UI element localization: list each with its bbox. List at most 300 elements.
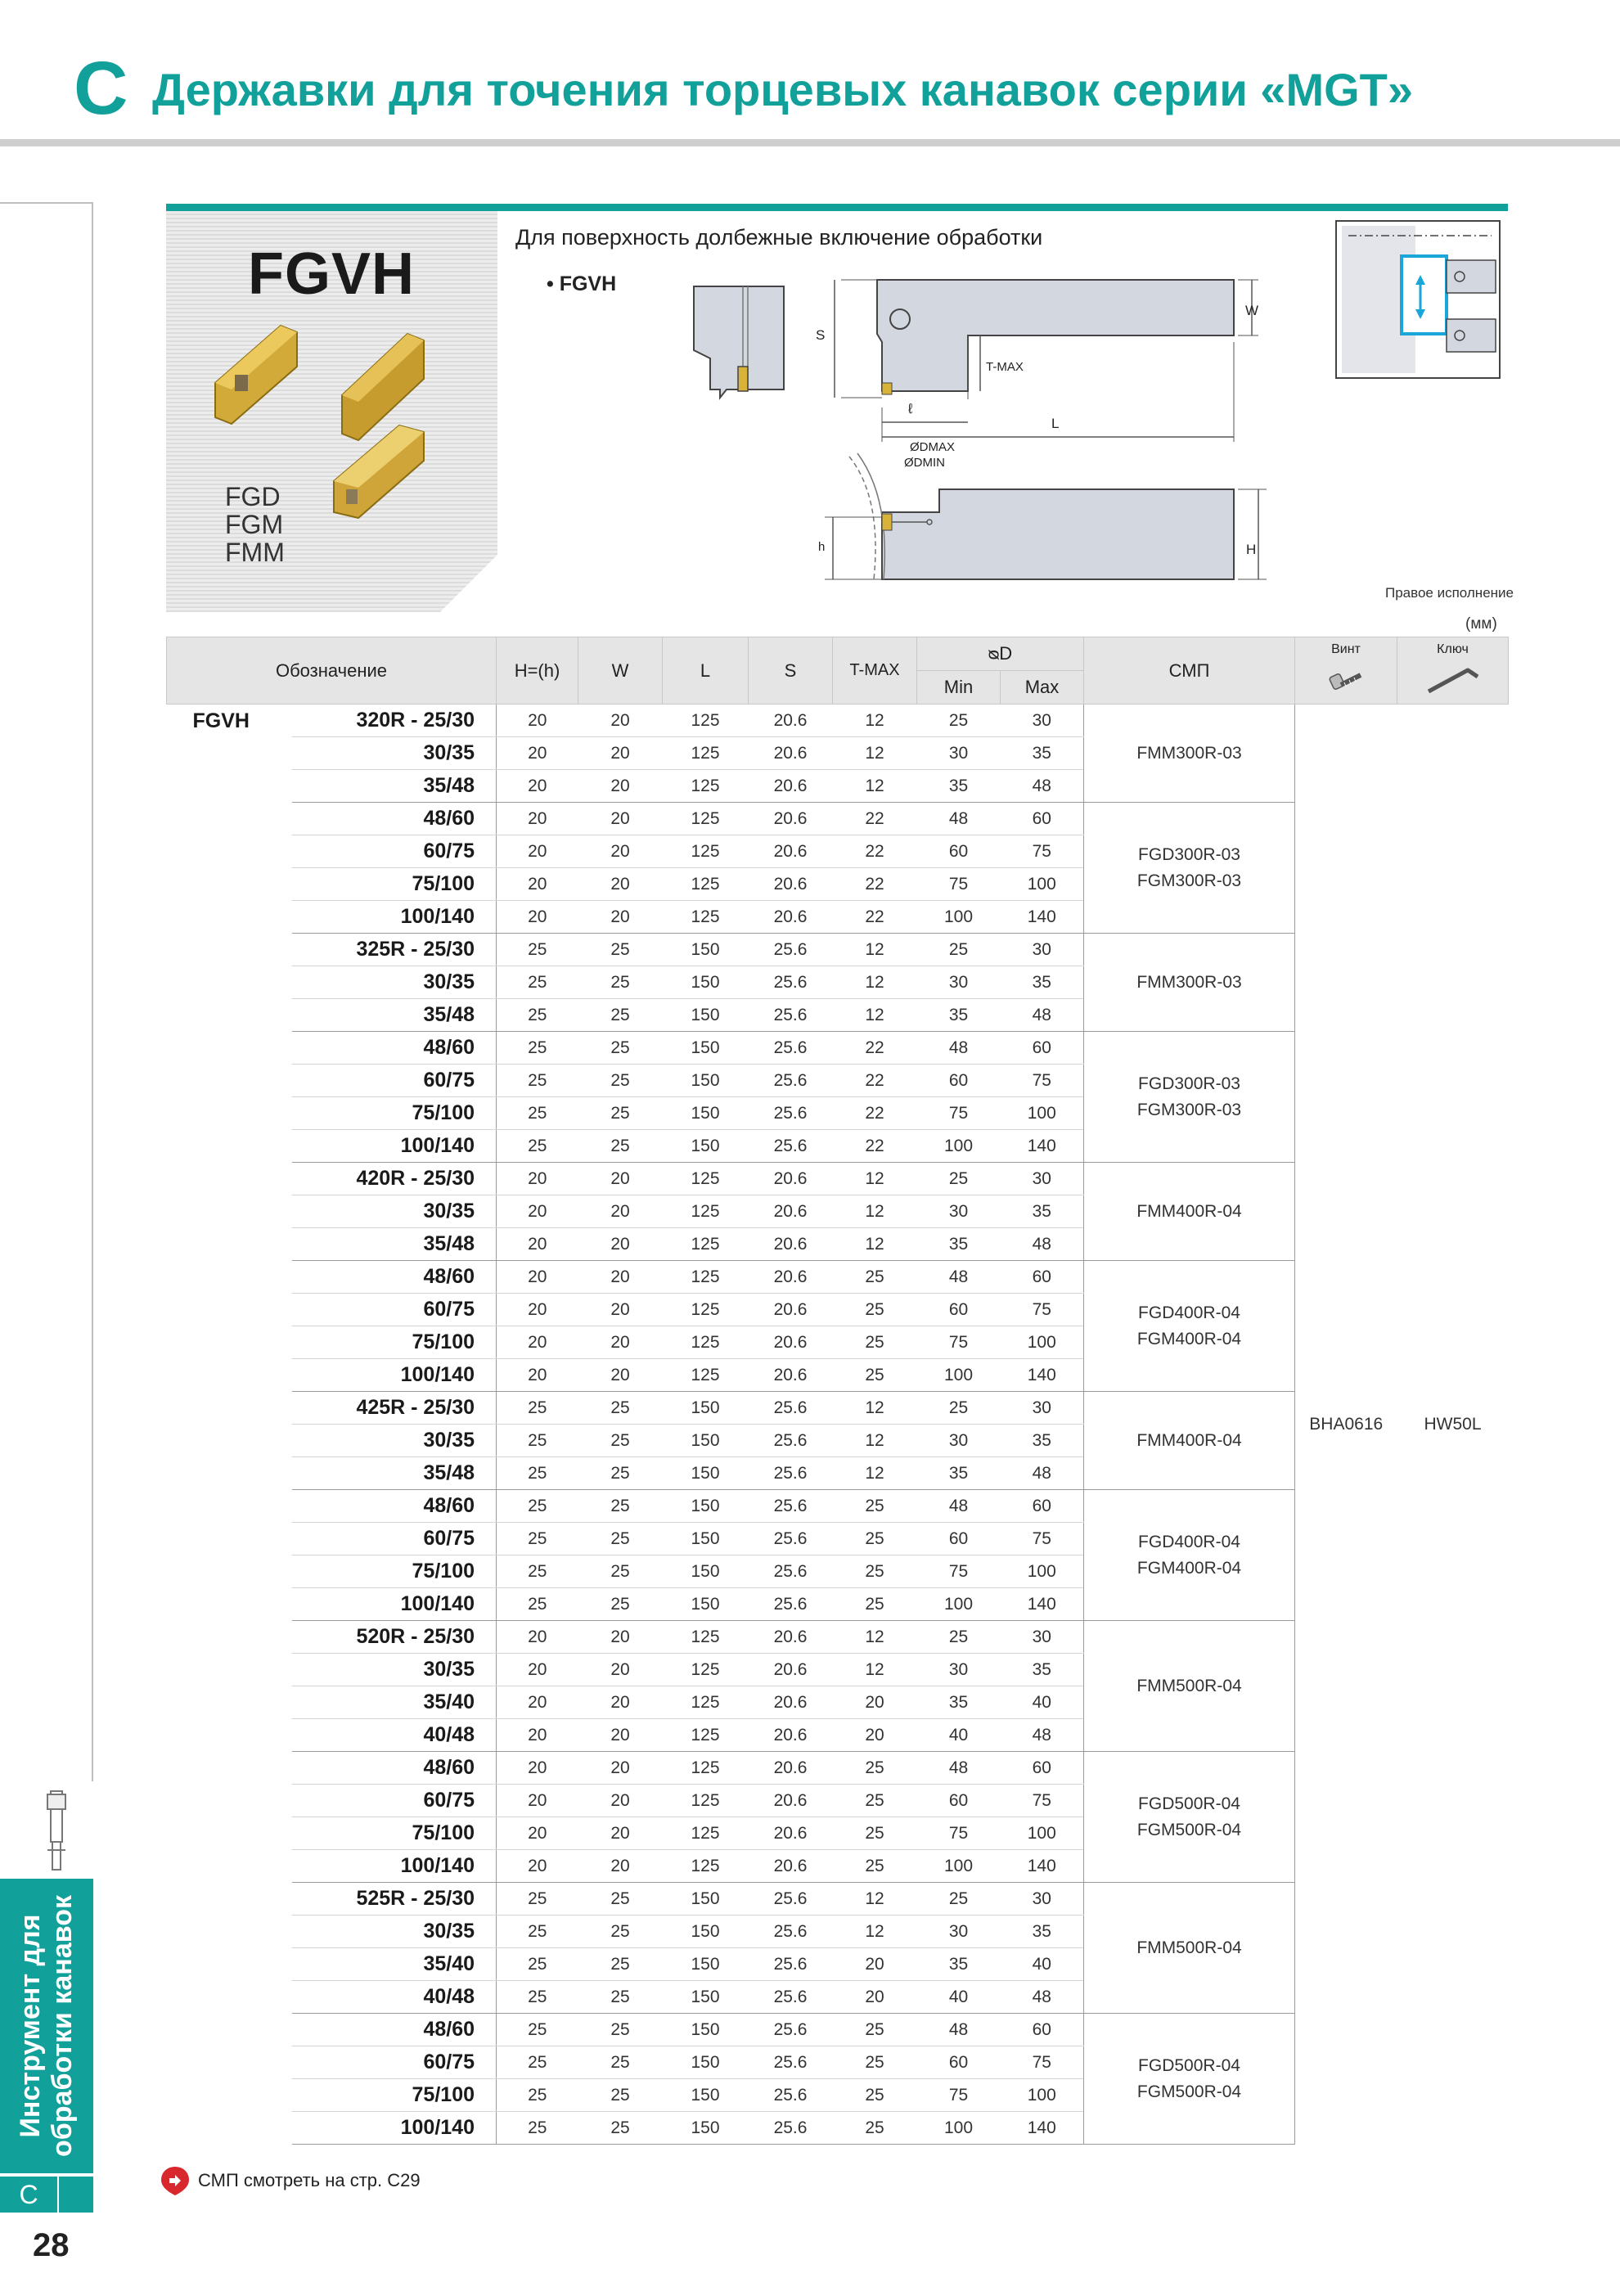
cell-h: 20 [497, 1195, 578, 1228]
cell-l: 125 [663, 770, 749, 803]
designation-cell: 60/75 [292, 1523, 497, 1555]
insert-type-fgm: FGM [225, 510, 284, 539]
side-rule-vertical [92, 202, 93, 1781]
smp-code: FMM500R-04 [1136, 1676, 1242, 1695]
cell-w: 25 [578, 999, 663, 1032]
header-od-min: Min [917, 671, 1001, 705]
cell-w: 20 [578, 901, 663, 934]
cell-w: 20 [578, 1359, 663, 1392]
hex-key-icon [1425, 664, 1483, 696]
cell-max: 35 [1001, 1195, 1084, 1228]
cell-l: 125 [663, 1228, 749, 1261]
cell-max: 60 [1001, 2014, 1084, 2046]
cell-s: 25.6 [749, 1555, 833, 1588]
cell-w: 20 [578, 1817, 663, 1850]
cell-t: 12 [833, 1163, 917, 1195]
section-side-tab[interactable] [0, 1879, 93, 2173]
designation-cell: 520R - 25/30 [292, 1621, 497, 1654]
cell-t: 25 [833, 1588, 917, 1621]
cell-s: 25.6 [749, 1523, 833, 1555]
cell-l: 125 [663, 1785, 749, 1817]
cell-s: 25.6 [749, 2014, 833, 2046]
header-designation: Обозначение [167, 637, 497, 705]
cell-w: 20 [578, 1785, 663, 1817]
footnote: СМП смотреть на стр. C29 [198, 2170, 421, 2190]
cell-l: 125 [663, 1752, 749, 1785]
cell-t: 20 [833, 1981, 917, 2014]
cell-min: 30 [917, 966, 1001, 999]
cell-l: 150 [663, 2014, 749, 2046]
designation-cell: 525R - 25/30 [292, 1883, 497, 1916]
designation-cell: 35/40 [292, 1948, 497, 1981]
cell-min: 100 [917, 1130, 1001, 1163]
cell-l: 150 [663, 1588, 749, 1621]
header-od-max: Max [1001, 671, 1084, 705]
cell-max: 140 [1001, 1850, 1084, 1883]
designation-cell: 75/100 [292, 2079, 497, 2112]
header-key [1397, 637, 1509, 705]
header-h: H=(h) [497, 637, 578, 705]
cell-max: 48 [1001, 770, 1084, 803]
cell-t: 25 [833, 1294, 917, 1326]
cell-max: 60 [1001, 803, 1084, 835]
cell-s: 25.6 [749, 966, 833, 999]
cell-min: 48 [917, 1752, 1001, 1785]
cell-w: 20 [578, 803, 663, 835]
cell-l: 150 [663, 1457, 749, 1490]
dim-label-w: W [1245, 303, 1259, 318]
spec-table [166, 637, 1509, 2145]
designation-cell: 100/140 [292, 1130, 497, 1163]
cell-s: 20.6 [749, 901, 833, 934]
cell-min: 48 [917, 1490, 1001, 1523]
cell-max: 140 [1001, 2112, 1084, 2145]
cell-min: 35 [917, 1457, 1001, 1490]
cell-max: 30 [1001, 1163, 1084, 1195]
cell-min: 100 [917, 1850, 1001, 1883]
designation-cell: 325R - 25/30 [292, 934, 497, 966]
cell-t: 25 [833, 2112, 917, 2145]
cell-max: 48 [1001, 1981, 1084, 2014]
cell-max: 60 [1001, 1032, 1084, 1065]
cell-t: 22 [833, 868, 917, 901]
cell-l: 125 [663, 705, 749, 737]
cell-l: 150 [663, 1032, 749, 1065]
cell-s: 20.6 [749, 1228, 833, 1261]
cell-min: 30 [917, 1425, 1001, 1457]
cell-h: 20 [497, 835, 578, 868]
cell-l: 125 [663, 1719, 749, 1752]
designation-cell: 75/100 [292, 1555, 497, 1588]
dim-label-s: S [816, 327, 826, 343]
smp-cell [1084, 1392, 1295, 1490]
cell-h: 25 [497, 2112, 578, 2145]
cell-t: 25 [833, 1490, 917, 1523]
cell-t: 12 [833, 1228, 917, 1261]
cell-l: 125 [663, 1654, 749, 1686]
smp-cell [1084, 1883, 1295, 2014]
cell-s: 20.6 [749, 1686, 833, 1719]
cell-t: 22 [833, 1065, 917, 1097]
cell-h: 20 [497, 1817, 578, 1850]
designation-cell: 35/48 [292, 1457, 497, 1490]
cell-h: 20 [497, 1719, 578, 1752]
cell-h: 25 [497, 1948, 578, 1981]
cell-w: 25 [578, 1555, 663, 1588]
cell-max: 35 [1001, 1654, 1084, 1686]
cell-h: 20 [497, 1686, 578, 1719]
smp-cell [1084, 1621, 1295, 1752]
cell-min: 75 [917, 2079, 1001, 2112]
cell-min: 25 [917, 1392, 1001, 1425]
cell-h: 20 [497, 705, 578, 737]
cell-w: 25 [578, 1523, 663, 1555]
cell-s: 25.6 [749, 1490, 833, 1523]
cell-h: 25 [497, 1130, 578, 1163]
designation-cell: 75/100 [292, 1326, 497, 1359]
cell-max: 100 [1001, 1817, 1084, 1850]
cell-min: 30 [917, 737, 1001, 770]
cell-w: 20 [578, 1228, 663, 1261]
plan-view-drawing [825, 453, 1267, 579]
cell-s: 20.6 [749, 1294, 833, 1326]
cell-w: 25 [578, 1457, 663, 1490]
cell-max: 75 [1001, 1785, 1084, 1817]
cell-w: 20 [578, 1850, 663, 1883]
cell-l: 125 [663, 1294, 749, 1326]
cell-s: 20.6 [749, 1359, 833, 1392]
cell-max: 30 [1001, 1883, 1084, 1916]
cell-t: 25 [833, 1326, 917, 1359]
cell-s: 25.6 [749, 1981, 833, 2014]
cell-w: 20 [578, 770, 663, 803]
cell-h: 25 [497, 999, 578, 1032]
cell-h: 20 [497, 1850, 578, 1883]
cell-t: 12 [833, 966, 917, 999]
cell-s: 25.6 [749, 1588, 833, 1621]
cell-min: 75 [917, 1326, 1001, 1359]
cell-h: 20 [497, 770, 578, 803]
cell-w: 20 [578, 705, 663, 737]
designation-cell: 30/35 [292, 1916, 497, 1948]
cell-w: 20 [578, 868, 663, 901]
designation-cell: 75/100 [292, 1097, 497, 1130]
cell-w: 20 [578, 1686, 663, 1719]
cell-s: 25.6 [749, 1065, 833, 1097]
cell-l: 150 [663, 966, 749, 999]
cell-l: 125 [663, 737, 749, 770]
smp-cell [1084, 1032, 1295, 1163]
cell-max: 30 [1001, 705, 1084, 737]
cell-l: 125 [663, 868, 749, 901]
page-title: Державки для точения торцевых канавок серии «MGT» [152, 64, 1414, 115]
cell-s: 20.6 [749, 705, 833, 737]
cell-h: 25 [497, 2079, 578, 2112]
cell-l: 150 [663, 1490, 749, 1523]
cell-h: 25 [497, 1883, 578, 1916]
cell-max: 30 [1001, 1392, 1084, 1425]
cell-w: 20 [578, 737, 663, 770]
cell-max: 35 [1001, 966, 1084, 999]
cell-min: 100 [917, 901, 1001, 934]
cell-h: 20 [497, 1163, 578, 1195]
cell-t: 25 [833, 1523, 917, 1555]
cell-max: 140 [1001, 901, 1084, 934]
dim-label-h: H [1246, 542, 1257, 557]
cell-l: 150 [663, 1097, 749, 1130]
designation-cell: 60/75 [292, 2046, 497, 2079]
cell-w: 25 [578, 1916, 663, 1948]
cell-t: 12 [833, 1195, 917, 1228]
dim-label-dmin: ØDMIN [904, 456, 945, 470]
cell-w: 25 [578, 2079, 663, 2112]
cell-max: 48 [1001, 1457, 1084, 1490]
designation-cell: 60/75 [292, 1065, 497, 1097]
smp-code: FMM300R-03 [1136, 972, 1242, 992]
cell-s: 20.6 [749, 1850, 833, 1883]
cell-s: 20.6 [749, 1719, 833, 1752]
cell-max: 60 [1001, 1261, 1084, 1294]
cell-t: 22 [833, 1130, 917, 1163]
cell-max: 75 [1001, 835, 1084, 868]
cell-s: 20.6 [749, 1195, 833, 1228]
key-cell: HW50L [1424, 1414, 1482, 1434]
cell-t: 25 [833, 2014, 917, 2046]
cell-w: 20 [578, 1752, 663, 1785]
cell-l: 150 [663, 1130, 749, 1163]
designation-cell: 35/40 [292, 1686, 497, 1719]
smp-cell [1084, 934, 1295, 1032]
cell-l: 125 [663, 1326, 749, 1359]
cell-s: 25.6 [749, 1948, 833, 1981]
cell-w: 20 [578, 1621, 663, 1654]
cell-w: 25 [578, 1883, 663, 1916]
smp-code: FMM400R-04 [1136, 1201, 1242, 1221]
designation-cell: 75/100 [292, 1817, 497, 1850]
side-section-letter: C [0, 2177, 59, 2213]
cell-s: 20.6 [749, 1621, 833, 1654]
header-od: ᴓD [917, 637, 1084, 671]
designation-cell: 100/140 [292, 1850, 497, 1883]
designation-cell: 48/60 [292, 2014, 497, 2046]
cell-s: 20.6 [749, 1326, 833, 1359]
smp-code: FGM400R-04 [1136, 1329, 1242, 1348]
product-photo [166, 211, 497, 612]
cell-h: 25 [497, 1490, 578, 1523]
dim-label-dmax: ØDMAX [910, 440, 956, 454]
smp-code: FMM400R-04 [1136, 1430, 1242, 1450]
designation-cell: 100/140 [292, 1588, 497, 1621]
side-rule-top [0, 202, 93, 204]
smp-cell [1084, 1752, 1295, 1883]
cell-max: 60 [1001, 1490, 1084, 1523]
end-view-drawing [694, 286, 784, 398]
cell-h: 25 [497, 934, 578, 966]
cell-s: 20.6 [749, 803, 833, 835]
designation-cell: 60/75 [292, 1294, 497, 1326]
cell-l: 150 [663, 1523, 749, 1555]
cell-t: 25 [833, 1850, 917, 1883]
cell-max: 75 [1001, 1523, 1084, 1555]
smp-cell [1084, 1163, 1295, 1261]
cell-w: 25 [578, 966, 663, 999]
cell-min: 30 [917, 1654, 1001, 1686]
page-number: 28 [33, 2227, 70, 2263]
header-tmax: T-MAX [833, 637, 917, 705]
cell-w: 25 [578, 1490, 663, 1523]
cell-h: 20 [497, 1359, 578, 1392]
cell-min: 40 [917, 1719, 1001, 1752]
right-version-label: Правое исполнение [1385, 585, 1514, 601]
cell-min: 75 [917, 1097, 1001, 1130]
screw-icon [1328, 669, 1366, 693]
cell-w: 20 [578, 1294, 663, 1326]
cell-s: 20.6 [749, 1785, 833, 1817]
cell-l: 125 [663, 1621, 749, 1654]
cell-h: 20 [497, 737, 578, 770]
section-letter: C [74, 47, 128, 130]
spec-table-body [167, 705, 1509, 2145]
screw-cell: BHA0616 [1295, 705, 1397, 2145]
side-view-drawing [835, 280, 1258, 442]
cell-l: 150 [663, 1392, 749, 1425]
smp-code: FMM500R-04 [1136, 1938, 1242, 1957]
cell-h: 25 [497, 2046, 578, 2079]
cell-h: 25 [497, 1457, 578, 1490]
cell-max: 35 [1001, 737, 1084, 770]
cell-s: 20.6 [749, 770, 833, 803]
smp-code: FGM400R-04 [1136, 1558, 1242, 1578]
cell-w: 25 [578, 2112, 663, 2145]
cell-max: 40 [1001, 1948, 1084, 1981]
designation-cell: 100/140 [292, 1359, 497, 1392]
cell-t: 20 [833, 1948, 917, 1981]
cell-t: 22 [833, 1097, 917, 1130]
cell-min: 25 [917, 705, 1001, 737]
cell-min: 48 [917, 2014, 1001, 2046]
cell-t: 12 [833, 934, 917, 966]
designation-cell: 30/35 [292, 966, 497, 999]
reference-arrow-icon [159, 2164, 191, 2197]
cell-max: 30 [1001, 1621, 1084, 1654]
cell-l: 125 [663, 1163, 749, 1195]
cell-t: 25 [833, 1555, 917, 1588]
cell-l: 150 [663, 1425, 749, 1457]
cell-max: 140 [1001, 1130, 1084, 1163]
cell-t: 25 [833, 2079, 917, 2112]
cell-w: 25 [578, 2046, 663, 2079]
cell-s: 25.6 [749, 934, 833, 966]
cell-t: 12 [833, 1392, 917, 1425]
cell-s: 25.6 [749, 1883, 833, 1916]
cell-max: 100 [1001, 1326, 1084, 1359]
cell-min: 60 [917, 1065, 1001, 1097]
cell-w: 25 [578, 2014, 663, 2046]
header-smp: СМП [1084, 637, 1295, 705]
cell-l: 125 [663, 1261, 749, 1294]
designation-cell: 100/140 [292, 2112, 497, 2145]
side-tab-line-2: обработки канавок [47, 1895, 78, 2157]
smp-cell [1084, 803, 1295, 934]
header-screw [1295, 637, 1397, 705]
cell-l: 150 [663, 1555, 749, 1588]
cell-h: 25 [497, 1425, 578, 1457]
cell-w: 25 [578, 1130, 663, 1163]
cell-h: 25 [497, 1097, 578, 1130]
smp-cell [1084, 2014, 1295, 2145]
cell-h: 20 [497, 901, 578, 934]
cell-s: 25.6 [749, 1130, 833, 1163]
cell-w: 20 [578, 1195, 663, 1228]
smp-code: FGD300R-03 [1138, 844, 1240, 864]
cell-t: 20 [833, 1686, 917, 1719]
cell-h: 25 [497, 1065, 578, 1097]
cell-min: 75 [917, 1817, 1001, 1850]
cell-l: 125 [663, 1817, 749, 1850]
designation-cell: 40/48 [292, 1719, 497, 1752]
cell-h: 25 [497, 1032, 578, 1065]
cell-min: 100 [917, 2112, 1001, 2145]
cell-min: 30 [917, 1195, 1001, 1228]
cell-t: 12 [833, 1654, 917, 1686]
smp-code: FGM300R-03 [1136, 1100, 1242, 1119]
header-screw-label: Винт [1331, 642, 1361, 656]
cell-t: 25 [833, 1817, 917, 1850]
cell-t: 25 [833, 1261, 917, 1294]
header-w: W [578, 637, 663, 705]
cell-min: 75 [917, 1555, 1001, 1588]
cell-min: 48 [917, 1261, 1001, 1294]
cell-s: 25.6 [749, 1457, 833, 1490]
cell-l: 125 [663, 901, 749, 934]
cell-h: 20 [497, 1621, 578, 1654]
cell-max: 48 [1001, 1719, 1084, 1752]
cell-h: 20 [497, 803, 578, 835]
cell-s: 25.6 [749, 999, 833, 1032]
cell-w: 25 [578, 1392, 663, 1425]
cell-t: 22 [833, 803, 917, 835]
insert-type-fmm: FMM [225, 538, 285, 567]
cell-l: 150 [663, 2112, 749, 2145]
cell-max: 40 [1001, 1686, 1084, 1719]
panel-bullet: • FGVH [547, 272, 617, 295]
cell-h: 25 [497, 1523, 578, 1555]
designation-cell: 35/48 [292, 770, 497, 803]
cell-s: 20.6 [749, 737, 833, 770]
insert-type-labels [225, 483, 285, 566]
side-tab-label [15, 1895, 79, 2157]
cell-l: 125 [663, 803, 749, 835]
cell-min: 25 [917, 1883, 1001, 1916]
cell-t: 25 [833, 2046, 917, 2079]
cell-max: 75 [1001, 2046, 1084, 2079]
series-cell: FGVH [192, 709, 250, 732]
cell-min: 60 [917, 835, 1001, 868]
smp-code: FGD400R-04 [1138, 1532, 1240, 1551]
cell-l: 150 [663, 934, 749, 966]
cell-t: 12 [833, 1621, 917, 1654]
insert-type-fgd: FGD [225, 482, 281, 511]
tool-thumbnail-icon [33, 1788, 82, 1878]
machining-diagram [1336, 221, 1500, 378]
cell-t: 25 [833, 1752, 917, 1785]
cell-min: 35 [917, 1948, 1001, 1981]
cell-min: 60 [917, 1294, 1001, 1326]
smp-code: FGD400R-04 [1138, 1303, 1240, 1322]
designation-cell: 60/75 [292, 1785, 497, 1817]
cell-s: 20.6 [749, 1752, 833, 1785]
cell-s: 25.6 [749, 2046, 833, 2079]
